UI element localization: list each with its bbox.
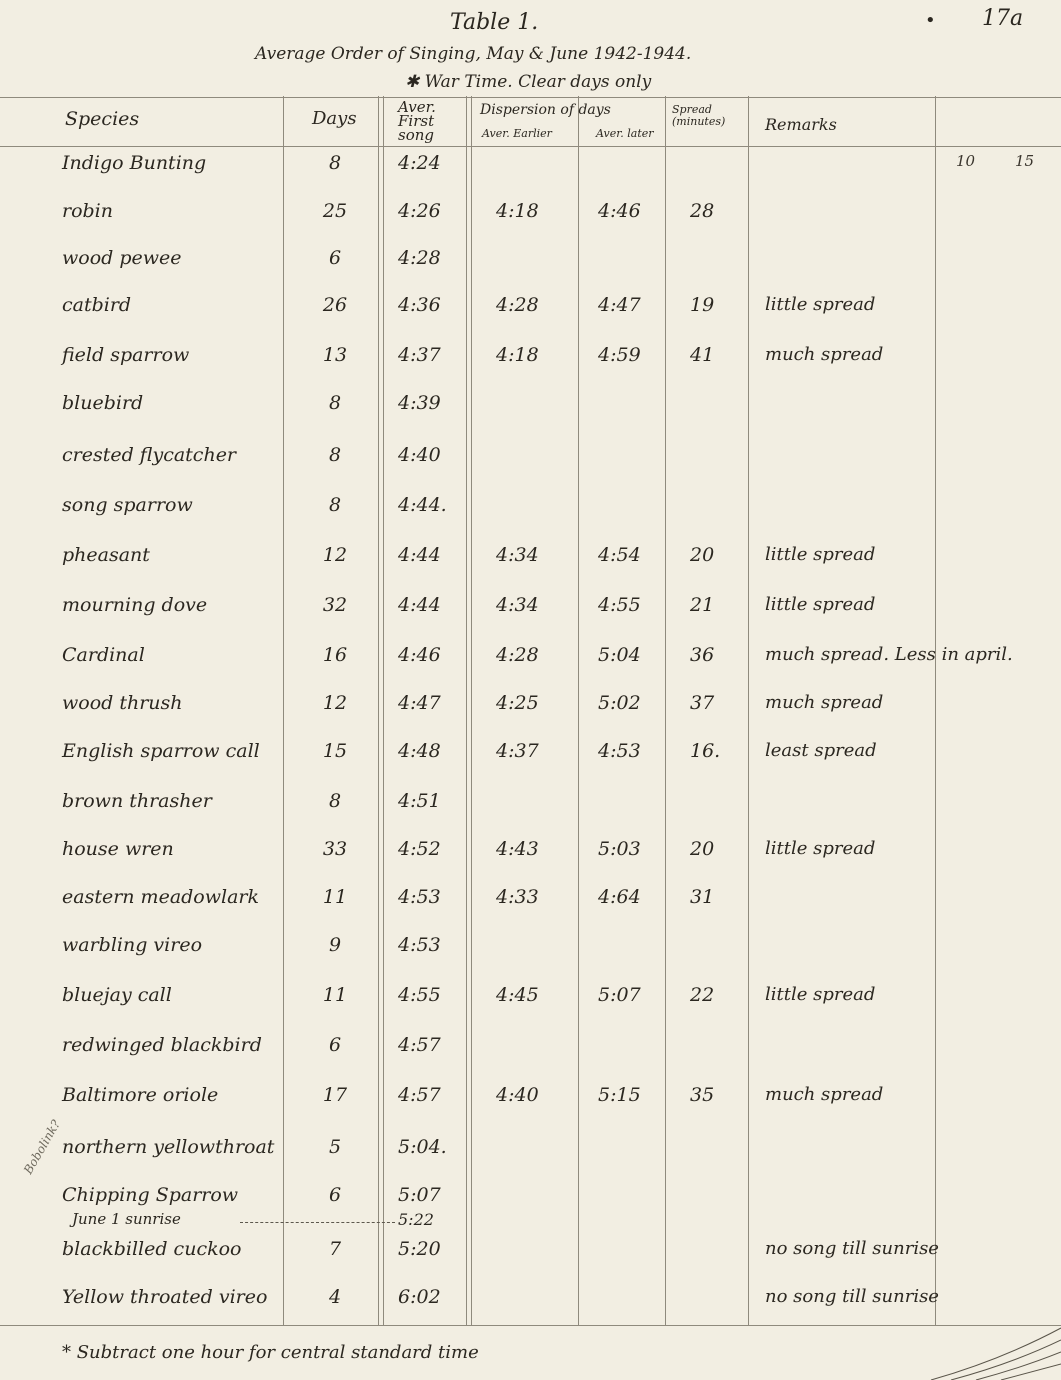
header-dispersion: Dispersion of days xyxy=(480,102,611,118)
footnote: * Subtract one hour for central standard time xyxy=(62,1342,479,1363)
cell-days: 13 xyxy=(322,344,348,366)
cell-first: 6:02 xyxy=(398,1286,441,1308)
cell-species: blackbilled cuckoo xyxy=(62,1238,242,1260)
extra-value-1: 10 xyxy=(956,152,976,170)
cell-first: 4:46 xyxy=(398,644,441,666)
page-curl-decoration xyxy=(921,1320,1061,1380)
cell-later: 5:15 xyxy=(598,1084,641,1106)
cell-days: 33 xyxy=(322,838,348,860)
table-row xyxy=(0,934,1061,982)
cell-first: 5:07 xyxy=(398,1184,441,1206)
cell-later: 5:03 xyxy=(598,838,641,860)
cell-earlier: 4:33 xyxy=(496,886,539,908)
cell-earlier: 4:25 xyxy=(496,692,539,714)
table-row xyxy=(0,247,1061,295)
cell-first: 4:55 xyxy=(398,984,441,1006)
cell-remarks: much spread xyxy=(765,692,884,713)
cell-earlier: 4:37 xyxy=(496,740,539,762)
cell-first: 4:26 xyxy=(398,200,441,222)
cell-species: Cardinal xyxy=(62,644,145,666)
cell-species: redwinged blackbird xyxy=(62,1034,262,1056)
table-row xyxy=(0,444,1061,492)
cell-first: 4:44 xyxy=(398,594,441,616)
cell-days: 11 xyxy=(322,984,348,1006)
page-subtitle-note: ✱ War Time. Clear days only xyxy=(405,72,652,92)
cell-species: English sparrow call xyxy=(62,740,260,762)
cell-days: 8 xyxy=(328,494,342,516)
sunrise-time: 5:22 xyxy=(398,1210,434,1229)
cell-remarks: no song till sunrise xyxy=(765,1286,939,1307)
cell-first: 4:53 xyxy=(398,934,441,956)
cell-later: 4:64 xyxy=(598,886,641,908)
cell-days: 5 xyxy=(328,1136,342,1158)
subtitle-note-text: War Time. Clear days only xyxy=(424,72,652,92)
cell-first: 4:57 xyxy=(398,1084,441,1106)
cell-first: 4:40 xyxy=(398,444,441,466)
cell-spread: 41 xyxy=(690,344,715,366)
cell-first: 5:04. xyxy=(398,1136,447,1158)
cell-earlier: 4:40 xyxy=(496,1084,539,1106)
cell-earlier: 4:34 xyxy=(496,544,539,566)
cell-remarks: little spread xyxy=(765,294,876,315)
cell-days: 16 xyxy=(322,644,348,666)
cell-spread: 22 xyxy=(690,984,715,1006)
cell-spread: 21 xyxy=(690,594,715,616)
table-row xyxy=(0,294,1061,342)
cell-later: 4:55 xyxy=(598,594,641,616)
cell-species: Indigo Bunting xyxy=(62,152,207,174)
table-row xyxy=(0,838,1061,886)
cell-later: 5:02 xyxy=(598,692,641,714)
cell-spread: 16. xyxy=(690,740,721,762)
cell-first: 4:36 xyxy=(398,294,441,316)
table-row xyxy=(0,494,1061,542)
sunrise-dash-line xyxy=(240,1222,395,1223)
cell-first: 4:51 xyxy=(398,790,441,812)
table-row xyxy=(0,544,1061,592)
cell-later: 4:46 xyxy=(598,200,641,222)
cell-species: wood thrush xyxy=(62,692,183,714)
table-row xyxy=(0,886,1061,934)
cell-days: 4 xyxy=(328,1286,342,1308)
cell-species: wood pewee xyxy=(62,247,182,269)
table-row xyxy=(0,1286,1061,1334)
cell-spread: 37 xyxy=(690,692,715,714)
cell-later: 4:47 xyxy=(598,294,641,316)
table-row xyxy=(0,692,1061,740)
cell-days: 9 xyxy=(328,934,342,956)
cell-species: warbling vireo xyxy=(62,934,203,956)
table-row xyxy=(0,594,1061,642)
cell-first: 4:39 xyxy=(398,392,441,414)
cell-first: 4:52 xyxy=(398,838,441,860)
cell-spread: 28 xyxy=(690,200,715,222)
cell-remarks: no song till sunrise xyxy=(765,1238,939,1259)
table-row xyxy=(0,152,1061,200)
cell-days: 6 xyxy=(328,1184,342,1206)
page-subtitle: Average Order of Singing, May & June 1942-1944. xyxy=(255,44,692,64)
cell-remarks: little spread xyxy=(765,594,876,615)
cell-species: northern yellowthroat xyxy=(62,1136,275,1158)
table-row xyxy=(0,344,1061,392)
header-earlier: Aver. Earlier xyxy=(482,127,552,140)
table-row xyxy=(0,1238,1061,1286)
cell-species: brown thrasher xyxy=(62,790,212,812)
cell-days: 8 xyxy=(328,152,342,174)
table-row xyxy=(0,1084,1061,1132)
cell-first: 4:48 xyxy=(398,740,441,762)
cell-days: 32 xyxy=(322,594,348,616)
cell-days: 7 xyxy=(328,1238,342,1260)
cell-species: bluejay call xyxy=(62,984,172,1006)
cell-days: 15 xyxy=(322,740,348,762)
cell-earlier: 4:28 xyxy=(496,644,539,666)
cell-first: 4:53 xyxy=(398,886,441,908)
cell-species: robin xyxy=(62,200,113,222)
cell-species: song sparrow xyxy=(62,494,193,516)
cell-spread: 19 xyxy=(690,294,715,316)
cell-species: Baltimore oriole xyxy=(62,1084,219,1106)
cell-species: house wren xyxy=(62,838,174,860)
cell-earlier: 4:45 xyxy=(496,984,539,1006)
cell-earlier: 4:34 xyxy=(496,594,539,616)
cell-days: 8 xyxy=(328,392,342,414)
table-row xyxy=(0,1034,1061,1082)
cell-earlier: 4:28 xyxy=(496,294,539,316)
cell-first: 4:44 xyxy=(398,544,441,566)
table-row xyxy=(0,984,1061,1032)
cell-spread: 36 xyxy=(690,644,715,666)
cell-remarks: much spread xyxy=(765,344,884,365)
cell-first: 4:44. xyxy=(398,494,447,516)
cell-remarks: much spread xyxy=(765,1084,884,1105)
cell-days: 25 xyxy=(322,200,348,222)
cell-species: Chipping Sparrow xyxy=(62,1184,239,1206)
table-row xyxy=(0,1136,1061,1184)
header-spread: Spread (minutes) xyxy=(672,103,726,128)
cell-later: 4:53 xyxy=(598,740,641,762)
cell-remarks: least spread xyxy=(765,740,877,761)
table-row xyxy=(0,200,1061,248)
cell-spread: 20 xyxy=(690,838,715,860)
cell-species: pheasant xyxy=(62,544,150,566)
cell-days: 8 xyxy=(328,444,342,466)
page-title: Table 1. xyxy=(450,10,539,35)
cell-remarks: little spread xyxy=(765,838,876,859)
extra-value-2: 15 xyxy=(1015,152,1035,170)
cell-remarks: much spread. Less in april. xyxy=(765,644,1013,665)
cell-remarks: little spread xyxy=(765,544,876,565)
cell-earlier: 4:43 xyxy=(496,838,539,860)
cell-species: bluebird xyxy=(62,392,144,414)
cell-first: 4:57 xyxy=(398,1034,441,1056)
cell-later: 4:54 xyxy=(598,544,641,566)
table-row xyxy=(0,740,1061,788)
cell-days: 6 xyxy=(328,1034,342,1056)
cell-days: 12 xyxy=(322,544,348,566)
cell-first: 4:28 xyxy=(398,247,441,269)
cell-species: catbird xyxy=(62,294,132,316)
table-row xyxy=(0,392,1061,440)
cell-remarks: little spread xyxy=(765,984,876,1005)
page-number: 17a xyxy=(982,6,1024,31)
ink-dot: • xyxy=(925,10,936,31)
header-days: Days xyxy=(312,108,357,129)
table-row xyxy=(0,790,1061,838)
cell-earlier: 4:18 xyxy=(496,344,539,366)
cell-spread: 20 xyxy=(690,544,715,566)
header-bottom-rule xyxy=(0,146,1061,147)
cell-first: 4:37 xyxy=(398,344,441,366)
header-later: Aver. later xyxy=(596,127,654,140)
cell-later: 4:59 xyxy=(598,344,641,366)
cell-later: 5:07 xyxy=(598,984,641,1006)
cell-species: field sparrow xyxy=(62,344,190,366)
cell-spread: 35 xyxy=(690,1084,715,1106)
cell-earlier: 4:18 xyxy=(496,200,539,222)
cell-later: 5:04 xyxy=(598,644,641,666)
sunrise-label: June 1 sunrise xyxy=(72,1210,181,1228)
header-species: Species xyxy=(65,108,140,130)
margin-note: Bobolink? xyxy=(20,1117,64,1177)
cell-spread: 31 xyxy=(690,886,715,908)
cell-days: 6 xyxy=(328,247,342,269)
cell-days: 12 xyxy=(322,692,348,714)
cell-first: 4:24 xyxy=(398,152,441,174)
cell-species: eastern meadowlark xyxy=(62,886,260,908)
cell-days: 17 xyxy=(322,1084,348,1106)
cell-species: Yellow throated vireo xyxy=(62,1286,268,1308)
cell-species: mourning dove xyxy=(62,594,208,616)
cell-first: 4:47 xyxy=(398,692,441,714)
header-top-rule xyxy=(0,97,1061,98)
cell-species: crested flycatcher xyxy=(62,444,237,466)
header-first-song: Aver. First song xyxy=(398,98,436,144)
table-row xyxy=(0,644,1061,692)
header-remarks: Remarks xyxy=(765,115,837,134)
cell-days: 26 xyxy=(322,294,348,316)
cell-days: 8 xyxy=(328,790,342,812)
cell-first: 5:20 xyxy=(398,1238,441,1260)
cell-days: 11 xyxy=(322,886,348,908)
